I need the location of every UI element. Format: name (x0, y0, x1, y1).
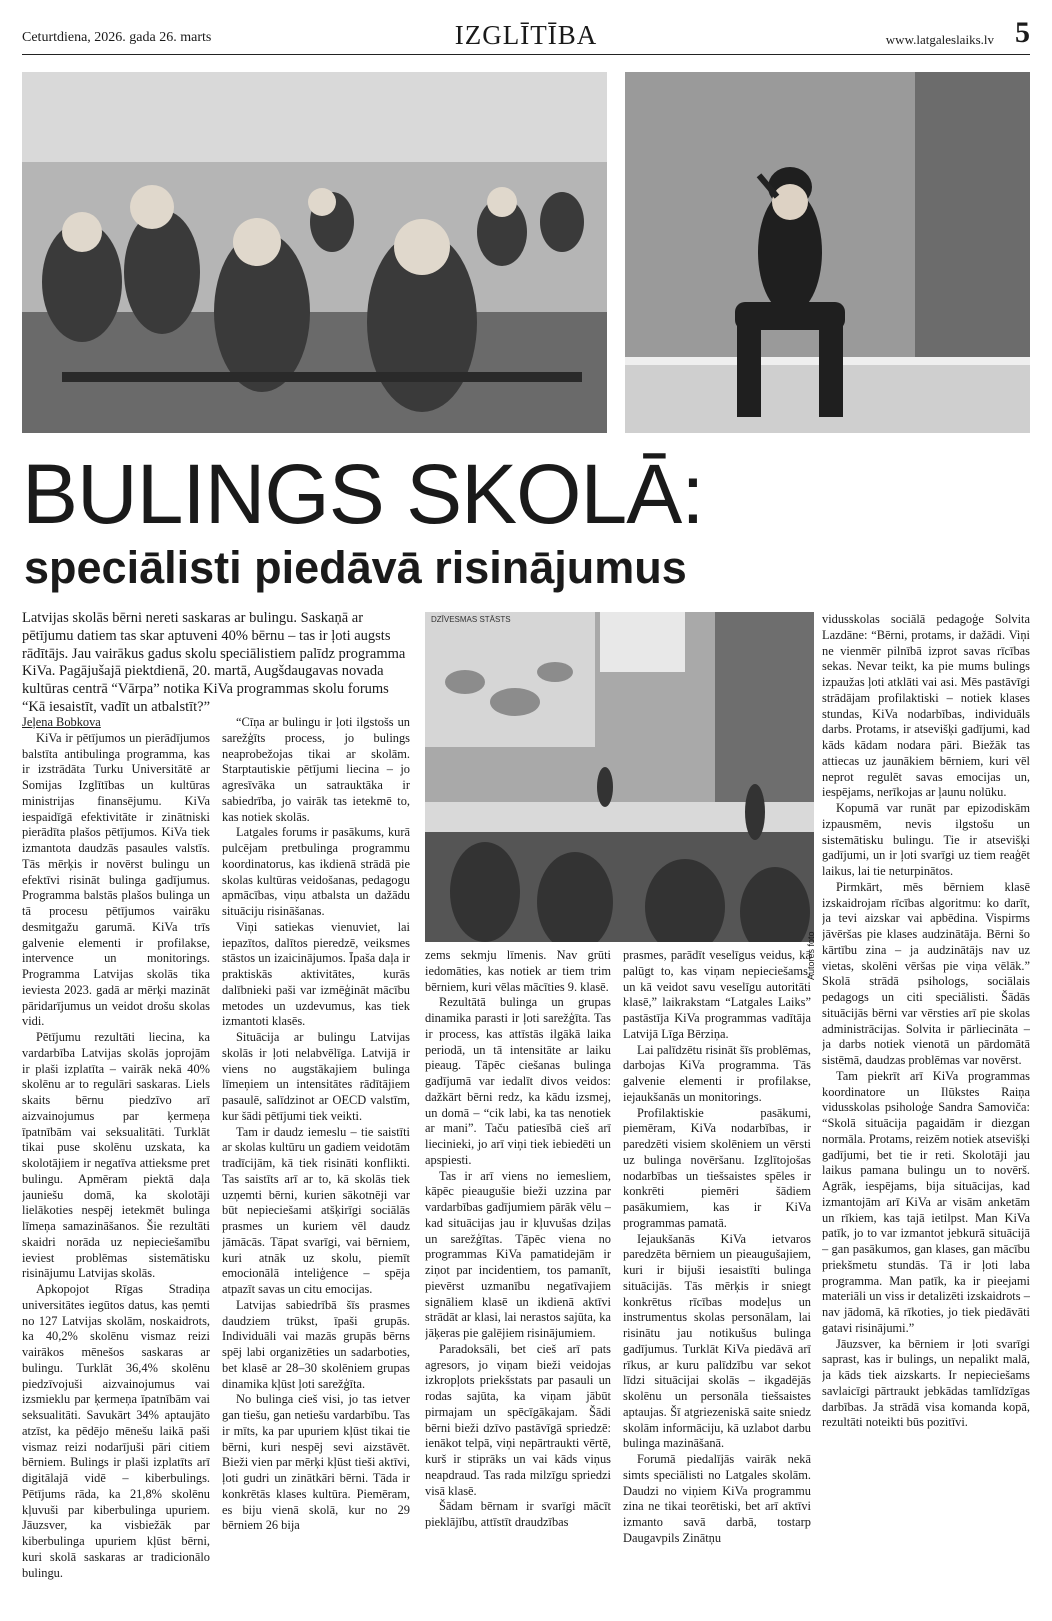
speaker-photo (625, 72, 1030, 433)
paragraph: vidusskolas sociālā pedagoģe Solvita Lazdāne: “Bērni, protams, ir dažādi. Viņi ne vienmēr pilnībā izprot savas rīcības sekas. Nevar teikt, ka pie mums bulings izpaužas ļoti atklāti vai asi. Mēs pastāvīgi strādājam profilaktiski – notiek klases stundas, KiVa nodarbības, individuāls darbs. Protams, ir atsevišķi gadījumi, kad kāds kādam nodara pāri. Biežāk tas attiecas uz jaunākiem bērniem, kuri vēl neprot regulēt savas emocijas un, iespējams, nerīkojas ar ļaunu nolūku. (822, 612, 1030, 800)
paragraph: Tam ir daudz iemeslu – tie saistīti ar skolas kultūru un gadiem veidotām tradīcijām, kā tiek risināti konflikti. Tas saistīts arī ar to, kā skolās tiek uzņemti bērni, kurien sākotnēji var būt nepieciešami atšķirīgi sociālās prasmes un kuriem vēl daudz jāmācās. Tāpat svarīgi, vai bērniem, kuri atnāk uz skolu, piemīt emocionālā inteliģence – spēja atpazīt savas un citu emocijas. (222, 1124, 410, 1296)
section-title: IZGLĪTĪBA (454, 20, 598, 50)
paragraph: Apkopojot Rīgas Stradiņa universitātes iegūtos datus, kas ņemti no 127 Latvijas skolām, noskaidrots, ka 40,2% skolēnu vismaz reizi vairākos mēnešos saskaras ar bulingu. Turklāt 36,4% skolēnu piedzīvojuši aizvainojumus vai izsmieklu par ķermeņa īpatnībām vai seksualitāti. Savukārt 34% aptaujāto atzīst, ka pēdējo mēnešu laikā paši vismaz reizi nodarījuši pāri citiem bērniem. Bulings ir plaši izplatīts arī digitālajā vidē – kiberbulings. Pētījums rāda, ka 21,8% skolēnu kļuvuši par kiberbulinga upuriem. Jāuzsver, ka visbiežāk par kiberbulinga upuriem kļūst bērni, kuri skolā saskaras ar tradicionālo bulingu. (22, 1282, 210, 1580)
website-link[interactable]: www.latgaleslaiks.lv (885, 32, 994, 47)
page-number: 5 (1015, 16, 1030, 49)
paragraph: Profilaktiskie pasākumi, piemēram, KiVa nodarbības, ir paredzēti visiem skolēniem un vērsti uz bulinga novēršanu. Izglītojošas nodarbības un tiešsaistes spēles ir konkrēti piemēri šādiem pasākumiem, kas ir KiVa programmas pamatā. (623, 1105, 811, 1230)
article-column-5 (822, 612, 1030, 1610)
paragraph: Situācija ar bulingu Latvijas skolās ir ļoti nelabvēlīga. Latvijā ir viens no augstākajiem bulinga līmeņiem un intensitātes rādītājiem pasaulē, salīdzinot ar OECD valstīm, kur šādi pētījumi tiek veikti. (222, 1030, 410, 1123)
paragraph: Viņi satiekas vienuviet, lai iepazītos, dalītos pieredzē, veiksmes stāstos un izaicinājumos. Īpaša daļa ir praktiskās aktivitātes, kurās dalībnieki paši var izmēģināt mācību metodes un uzdevumus, kas tiek izmantoti klasēs. (222, 919, 410, 1029)
paragraph: Šādam bērnam ir svarīgi mācīt pieklājību, attīstīt draudzības (425, 1499, 611, 1529)
paragraph: Tam piekrīt arī KiVa programmas koordinatore un Ilūkstes Raiņa vidusskolas psiholoģe Sandra Samoviča: “Skolā situācija pagaidām ir diezgan normāla. Protams, reizēm notiek atsevišķi gadījumi, bet tie ir reti. Skolotāji jau laikus pamana bulingu un to novērš. Agrāk, iespējams, bija situācijas, kad izmantojām arī KiVa ar visām anketām un rīkiem, kas tajā ietilpst. Man KiVa patīk, jo to var izmantot jebkurā situācijā – gan pasākumos, gan klases, gan mācību priekšmetu stundās. Tā ir ļoti laba programma. Man patīk, ka ir pieejami materiāli un viss ir detalizēti izskaidrots – nav jādomā, kā rīkoties, jo tiek piedāvāti gatavi risinājumi.” (822, 1068, 1030, 1335)
article-subheadline: speciālisti piedāvā risinājumus (24, 542, 687, 593)
article-headline: BULINGS SKOLĀ: (22, 447, 704, 541)
audience-photo (22, 72, 607, 433)
author-byline: Jeļena Bobkova (22, 715, 101, 729)
paragraph: Kopumā var runāt par epizodiskām izpausmēm, nevis ilgstošu un sistemātisku bulingu. Tie ir atsevišķi gadījumi, un ir ļoti svarīgi uz tiem reaģēt laikus, lai tie neturpinātos. (822, 801, 1030, 878)
slide-text: DZĪVESMAS STĀSTS (431, 615, 511, 624)
page-header (22, 16, 1030, 52)
paragraph: Latvijas sabiedrībā šīs prasmes daudziem trūkst, īpaši grupās. Individuāli vai mazās grupās bērns spēj labi organizēties un sadarboties, bet klasē ar 28–30 skolēniem grupas dinamika kļūst ļoti sarežģīta. (222, 1297, 410, 1391)
header-rule (22, 54, 1030, 55)
paragraph: KiVa ir pētījumos un pierādījumos balstīta antibulinga programma, kas ir izstrādāta Turku Universitātē ar Somijas Izglītības un kultūras ministrijas finansējumu. KiVa iespaidīgā efektivitāte ir zinātniski pierādīta plašos pētījumos. KiVa tiek izmantota daudzās pasaules valstīs. Tās mērķis ir novērst bulingu un efektīvi risināt bulinga gadījumus. Programma balstās plašos bulinga un tā procesu pētījumos vairāku desmitgažu garumā. KiVa trīs galvenie elementi ir profilakse, intervence un monitorings. Programma Latvijas skolās tika ieviesta 2023. gadā ar mērķi mazināt pāridarījumus un veidot drošu skolas vidi. (22, 730, 210, 1029)
photo-credit: Autores foto (806, 931, 816, 980)
paragraph: prasmes, parādīt veselīgus veidus, kā palūgt to, kas viņam nepieciešams, un kā veidot savu veselīgu autoritāti klasē,” laikrakstam “Latgales Laiks” pastāstīja KiVa programmas vadītāja Latvijā Līga Bērziņa. (623, 948, 811, 1041)
paragraph: No bulinga cieš visi, jo tas ietver gan tiešu, gan netiešu vardarbību. Tas ir mīts, ka par upuriem kļūst tikai tie bērni, kuri nespēj sevi aizstāvēt. Bieži vien par mērķi kļūst tieši aktīvi, ļoti gudri un zinātkāri bērni. Tāda ir konkrētās klases kultūra. Piemēram, es biju vienā skolā, kur no 29 bērniem 26 bija (222, 1392, 410, 1533)
paragraph: Iejaukšanās KiVa ietvaros paredzēta bērniem un pieaugušajiem, kuri ir bijuši iesaistīti bulinga situācijās. Tās mērķis ir sniegt konkrētus rīcības modeļus un instrumentus skolas personālam, lai risinātu jau notikušus bulinga gadījumus. Turklāt KiVa piedāvā arī rīkus, ar kuru palīdzību var sekot līdzi situācijai skolās – ikgadējās skolēnu un personāla tiešsaistes aptaujas. Šī atgriezeniskā saite sniedz skolām informāciju, kā uzlabot darbu bulinga mazināšanā. (623, 1231, 811, 1451)
paragraph: Forumā piedalījās vairāk nekā simts speciālisti no Latgales skolām. Daudzi no viņiem KiVa programmu zina ne tikai teorētiski, bet arī aktīvi izmanto savā darbā, tostarp Daugavpils Zinātņu (623, 1452, 811, 1545)
article-column-3 (425, 948, 611, 1610)
paragraph: Paradoksāli, bet cieš arī pats agresors, jo viņam bieži veidojas izkropļots priekšstats par pasauli un rodas sajūta, ka viņam jābūt pirmajam un spēcīgākajam. Šādi bērni bieži dzīvo pastāvīgā spriedzē: ienākot telpā, viņi nepārtraukti vērtē, kurš ir stiprāks un vai kāds viņus neapdraud. Tas rada milzīgu spriedzi visā klasē. (425, 1341, 611, 1498)
article-column-2 (222, 715, 410, 1610)
paragraph: zems sekmju līmenis. Nav grūti iedomāties, kas notiek ar tiem trim bērniem, kuri vēlas mācīties 9. klasē. (425, 948, 611, 994)
paragraph: Pirmkārt, mēs bērniem klasē izskaidrojam rīcības algoritmu: ko darīt, ja tevi aizskar vai apbēdina. Vispirms jāvēršas pie klases audzinātāja. Bērni šo kārtību zina – ja audzinātājs nav uz vietas, skolēni vēršas pie viņa vēlāk.” Skolā strādā psihologs, sociālais pedagogs un citi speciālisti. Šādās situācijās bērni var vērsties arī pie skolas administrācijas. Solvita ir pārliecināta – ja darbs notiek vienotā un pārdomātā sistēmā, daudzas problēmas var novērst. (822, 879, 1030, 1067)
paragraph: Jāuzsver, ka bērniem ir ļoti svarīgi saprast, kas ir bulings, un nepalikt malā, ja kāds tiek aizskarts. Ir nepieciešams savlaicīgi pārtraukt jebkādas tamlīdzīgas darbības. Ja strādā visa komanda kopā, rezultāti noteikti būs pozitīvi. (822, 1336, 1030, 1430)
paragraph: Pētījumu rezultāti liecina, ka vardarbība Latvijas skolās joprojām ir plaši izplatīta – vairāk nekā 40% skolēnu ar to regulāri saskaras. Liels skaits bērnu piedzīvo arī aizvainojumus par ķermeņa īpatnībām vai seksualitāti. Turklāt tikai puse skolēnu uzskata, ka skolotājiem ir negatīva attieksme pret bulingu. Apmēram piektā daļa jauniešu domā, ka skolotāji lielākoties nespēj ietekmēt bulinga līmeņa samazināšanos. Šie rezultāti skaidri norāda uz nepieciešamību ieviest problēmas sistemātisku risinājumu Latvijas skolās. (22, 1030, 210, 1281)
paragraph: Rezultātā bulinga un grupas dinamika parasti ir ļoti sarežģīta. Tas ir process, kas attīstās ilgākā laika periodā, un tā intensitāte ar laiku pieaug. Tāpēc ciešanas bulinga gadījumā var iedalīt divos veidos: dažkārt bērni redz, ka kādu izsmej, un domā – “cik labi, ka tas nenotiek ar mani”. Taču patiesībā cieš arī liecinieki, jo arī viņi tiek iebiedēti un apspiesti. (425, 995, 611, 1167)
article-column-4 (623, 948, 811, 1610)
article-lead: Latvijas skolās bērni nereti saskaras ar bulingu. Saskaņā ar pētījumu datiem tas skar aptuveni 40% bērnu – tas ir ļoti augsts rādītājs. Jau vairākus gadus skolu speciālistiem palīdz programma KiVa. Pagājušajā piektdienā, 20. martā, Augšdaugavas novada kultūras centrā “Vārpa” notika KiVa programmas skolu forums “Kā iesaistīt, vadīt un atbalstīt?” (22, 610, 406, 716)
paragraph: Lai palīdzētu risināt šīs problēmas, darbojas KiVa programma. Tās galvenie elementi ir profilakse, iejaukšanās un monitorings. (623, 1042, 811, 1104)
issue-date: Ceturtdiena, 2026. gada 26. marts (22, 30, 212, 45)
paragraph: Tas ir arī viens no iemesliem, kāpēc pieaugušie bieži uzzina par vardarbības gadījumiem pārāk vēlu – kad situācijas jau ir kļuvušas dziļas un sarežģītas. Tāpēc viena no programmas KiVa pamatidejām ir ziņot par incidentiem, tos pamanīt, pievērst uzmanību negatīvajiem signāliem klasē un ikdienā aktīvi strādāt ar klasi, lai nerastos sajūta, ka jāķeras pie galējiem risinājumiem. (425, 1168, 611, 1340)
hall-photo (425, 612, 814, 942)
paragraph: “Cīņa ar bulingu ir ļoti ilgstošs un sarežģīts process, jo bulings neaprobežojas tikai ar skolām. Starptautiskie pētījumi liecina – jo agresīvāka un satrauktāka ir sabiedrība, jo vairāk tas ietekmē to, kas notiek skolās. (222, 715, 410, 824)
article-column-1 (22, 715, 210, 1610)
paragraph: Latgales forums ir pasākums, kurā pulcējam pretbulinga programmu koordinatorus, kas ikdienā strādā pie skolas kultūras veidošanas, pedagogu apmācības, viņu atbalsta un dažādu situāciju risināšanas. (222, 825, 410, 918)
